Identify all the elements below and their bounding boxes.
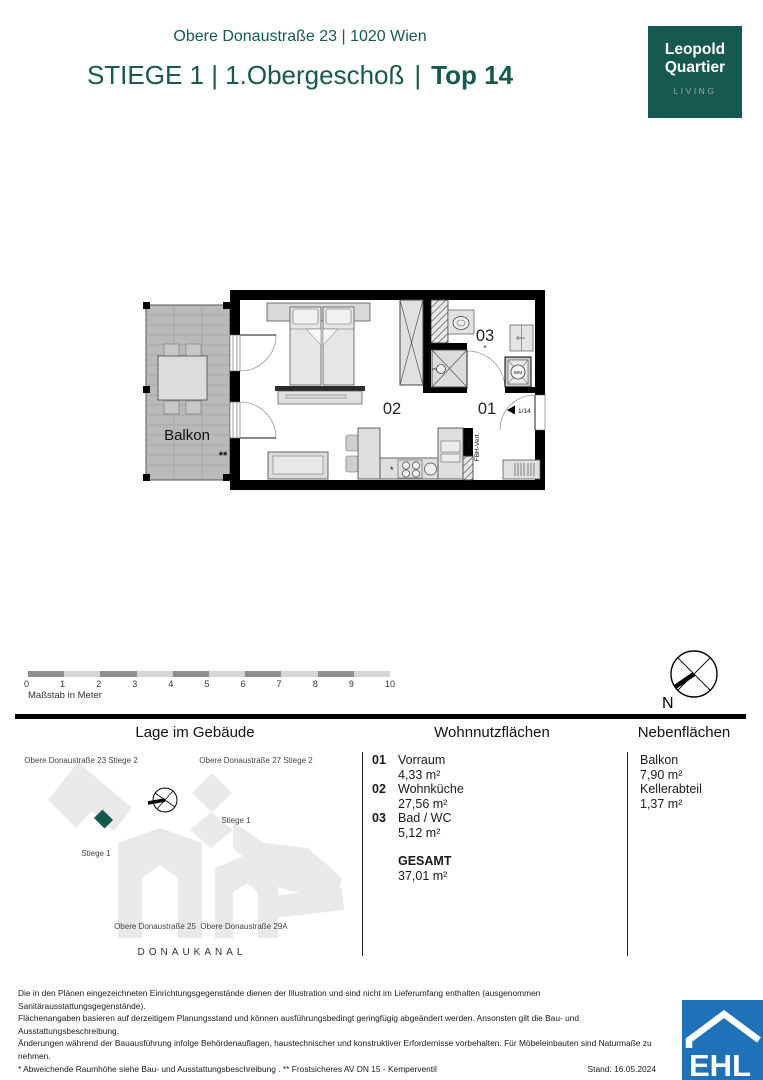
disclaimer-line-3: Änderungen während der Bauausführung infolge Behördenauflagen, haustechnischer und konstruktiver Erfordernisse vorbehalten. Für Möbeleinbauten sind Naturmaße zu nehmen.	[18, 1038, 652, 1061]
logo-line3: LIVING	[673, 86, 717, 96]
secondary-row-balkon-area: 7,90 m²	[640, 767, 683, 782]
label-stiege1-east: Stiege 1	[221, 816, 251, 825]
disclaimer	[18, 987, 656, 1075]
title-separator: |	[414, 60, 422, 90]
scale-caption: Maßstab in Meter	[28, 690, 102, 701]
balcony-footnote: **	[218, 450, 228, 462]
living-areas-list	[372, 753, 612, 883]
bar-stool	[346, 435, 358, 451]
wardrobe	[400, 300, 423, 385]
label-od27-stiege2: Obere Donaustraße 27 Stiege 2	[199, 756, 313, 765]
entrance-arrow-icon	[507, 406, 515, 415]
disclaimer-line-4: * Abweichende Raumhöhe siehe Bau- und Ausstattungsbeschreibung . ** Frostsicheres AV DN 15 - Kemperventil	[18, 1063, 437, 1074]
room-number-02: 02	[382, 400, 402, 418]
unit-title	[30, 60, 570, 91]
room-number-01: 01	[477, 400, 497, 418]
room-number-03: 03	[475, 327, 495, 345]
ehl-label: EHL	[689, 1048, 751, 1080]
total-label: GESAMT	[398, 854, 452, 868]
label-donaukanal: DONAUKANAL	[137, 947, 247, 958]
kitchen-shaft	[463, 456, 473, 480]
leopold-quartier-logo	[648, 26, 742, 118]
living-title: Wohnnutzflächen	[434, 724, 550, 741]
north-label: N	[662, 695, 674, 712]
ehl-logo	[682, 1000, 763, 1080]
total-area: 37,01 m²	[398, 868, 448, 883]
balcony	[143, 302, 230, 481]
kitchen	[346, 428, 463, 479]
logo-line1: Leopold	[664, 41, 726, 58]
scale-bar	[28, 671, 390, 677]
secondary-title: Nebenflächen	[637, 724, 731, 741]
secondary-row-keller-area: 1,37 m²	[640, 796, 683, 811]
tall-unit	[438, 428, 463, 479]
address-line: Obere Donaustraße 23 | 1020 Wien	[173, 28, 427, 45]
bar-stool	[346, 456, 358, 472]
label-stiege1-west: Stiege 1	[81, 849, 111, 858]
door-swing-upper	[240, 335, 276, 371]
door-swing-lower	[240, 402, 276, 438]
vertical-rule-right	[627, 752, 628, 956]
siteplan-compass-icon	[148, 788, 177, 812]
kitchen-island	[358, 428, 380, 479]
section-divider	[15, 714, 746, 719]
location-title: Lage im Gebäude	[135, 724, 255, 741]
sideboard	[275, 386, 365, 404]
entrance-door	[500, 395, 545, 430]
site-plan	[18, 748, 358, 963]
toilet	[453, 317, 469, 330]
top-number: Top 14	[431, 60, 514, 90]
bath-shaft	[431, 300, 448, 343]
balcony-label: Balkon	[164, 427, 210, 444]
living-row-03: 03 Bad / WC 5,12 m²	[372, 811, 452, 840]
label-od25: Obere Donaustraße 25	[114, 922, 196, 931]
sofa	[268, 452, 328, 479]
secondary-areas-list	[640, 753, 750, 811]
entrance-label: 1/14	[518, 408, 531, 415]
entry-cabinet	[503, 460, 540, 479]
bed	[267, 303, 370, 385]
bath-door-swing	[467, 351, 505, 389]
secondary-row-keller-name: Kellerabteil	[640, 782, 702, 796]
bath-footnote: *	[483, 344, 487, 353]
north-needle	[675, 674, 694, 687]
shaft-label-1: E-Vert.	[466, 437, 473, 457]
total-row	[372, 854, 612, 883]
living-row-02: 02 Wohnküche 27,56 m²	[372, 782, 464, 811]
label-od29a: Obere Donaustraße 29A	[200, 922, 288, 931]
building-29a-arm	[272, 888, 344, 918]
vertical-rule-left	[362, 752, 363, 956]
disclaimer-line-2: Flächenangaben basieren auf derzeitigem Planungsstand und können ausführungsbedingt geringfügig abgeändert werden. Ansonsten gilt die Bau- und Ausstattungsbeschreibung.	[18, 1013, 580, 1036]
washer-label: WM	[513, 371, 523, 376]
scale-tick-labels: 0 1 2 3 4 5 6 7 8 9 10	[24, 679, 395, 689]
living-row-01: 01 Vorraum 4,33 m²	[372, 753, 446, 782]
label-od23-stiege2: Obere Donaustraße 23 Stiege 2	[24, 756, 138, 765]
sink	[425, 463, 437, 475]
building-27-upper	[192, 773, 232, 812]
bath-cabinet	[510, 325, 533, 351]
stiege-floor-label: STIEGE 1 | 1.Obergeschoß	[86, 60, 405, 90]
stand-date: Stand: 16.05.2024	[587, 1063, 656, 1074]
secondary-row-balkon-name: Balkon	[640, 753, 679, 767]
floorplan-drawing	[130, 283, 550, 498]
compass-icon	[660, 644, 724, 712]
kitchen-footnote: *	[390, 465, 394, 475]
building-23-stiege2	[48, 762, 132, 831]
shower	[432, 350, 467, 387]
shaft-label-2: FBH-Vert.	[474, 432, 481, 462]
logo-line2: Quartier	[664, 59, 726, 76]
washing-machine	[505, 357, 531, 387]
disclaimer-line-1: Die in den Plänen eingezeichneten Einrichtungsgegenstände dienen der Illustration und sind nicht im Lieferumfang enthalten (ausgenommen Sanitärausstattungsgegenstände).	[18, 988, 541, 1011]
